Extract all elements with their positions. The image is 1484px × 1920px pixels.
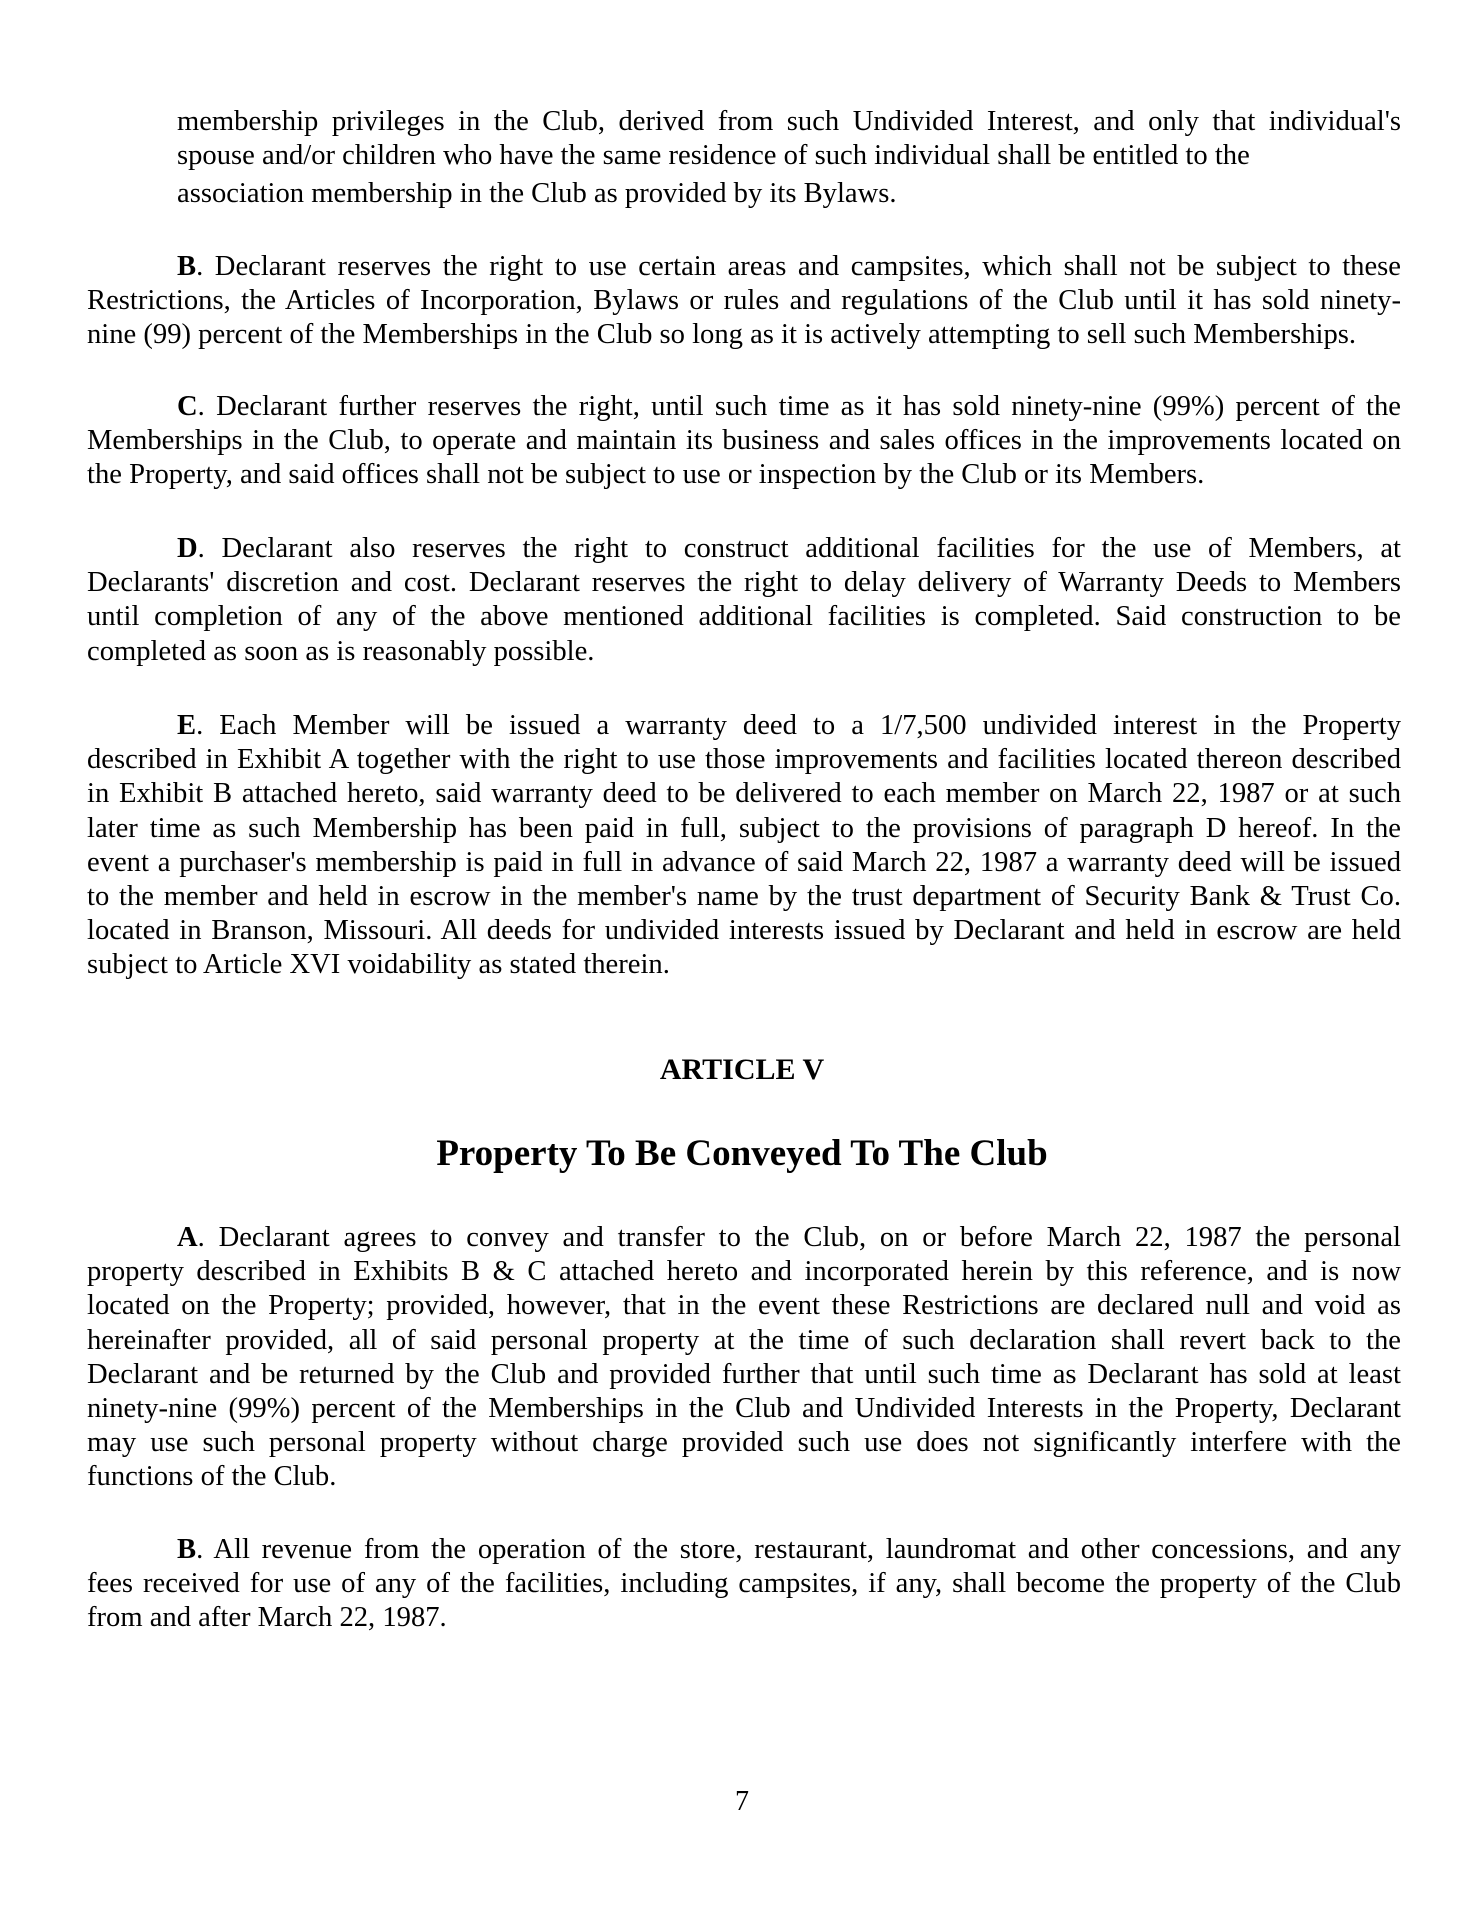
article-v-section-a-line-3: located on the Property; provided, however, that in the event these Restrictions are declared null and void as: [87, 1290, 1401, 1322]
section-d-line-1: [87, 532, 1401, 566]
section-e-line-1: [87, 709, 1401, 743]
section-e-line-2: described in Exhibit A together with the right to use those improvements and facilities located thereon described: [87, 744, 1401, 776]
article-v-section-b-line-2: fees received for use of any of the facilities, including campsites, if any, shall become the property of the Club: [87, 1568, 1401, 1600]
section-c-line-3: the Property, and said offices shall not be subject to use or inspection by the Club or its Members.: [87, 459, 1205, 491]
article-v-section-b-line-3: from and after March 22, 1987.: [87, 1602, 447, 1634]
section-e-line-7: located in Branson, Missouri. All deeds for undivided interests issued by Declarant and held in escrow are held: [87, 915, 1401, 947]
page-number: 7: [735, 1786, 749, 1817]
article-v-section-a-line-1-text: . Declarant agrees to convey and transfer to the Club, on or before March 22, 1987 the personal: [197, 1222, 1401, 1253]
section-e-line-4: later time as such Membership has been paid in full, subject to the provisions of paragraph D hereof. In the: [87, 812, 1401, 844]
section-d-line-4: completed as soon as is reasonably possible.: [87, 635, 595, 667]
section-d-line-1-text: . Declarant also reserves the right to construct additional facilities for the use of Members, at: [197, 533, 1401, 564]
section-c-label: C: [177, 391, 198, 422]
section-d-line-2: Declarants' discretion and cost. Declarant reserves the right to delay delivery of Warranty Deeds to Members: [87, 567, 1401, 599]
section-c-line-1-text: . Declarant further reserves the right, until such time as it has sold ninety-nine (99%) percent of the: [197, 391, 1401, 422]
article-v-section-a-line-8: functions of the Club.: [87, 1461, 337, 1493]
article-v-section-b-line-1-text: . All revenue from the operation of the store, restaurant, laundromat and other concessions, and any: [196, 1534, 1401, 1565]
section-c-paragraph: [87, 390, 1401, 493]
article-number-heading: ARTICLE V: [659, 1053, 825, 1086]
section-e-line-3: in Exhibit B attached hereto, said warranty deed to be delivered to each member on March 22, 1987 or at such: [87, 778, 1401, 810]
article-v-section-b-label: B: [177, 1534, 197, 1565]
section-d-label: D: [177, 533, 198, 564]
section-e-line-6: to the member and held in escrow in the member's name by the trust department of Security Bank & Trust Co.: [87, 881, 1401, 913]
section-b-label: B: [177, 251, 197, 282]
section-d-line-3: until completion of any of the above mentioned additional facilities is completed. Said construction to be: [87, 601, 1401, 633]
section-c-line-2: Memberships in the Club, to operate and maintain its business and sales offices in the improvements located on: [87, 425, 1401, 457]
section-b-line-2: Restrictions, the Articles of Incorporation, Bylaws or rules and regulations of the Club until it has sold ninety-: [87, 285, 1401, 317]
article-v-section-a-line-5: Declarant and be returned by the Club and provided further that until such time as Declarant has sold at least: [87, 1358, 1401, 1390]
continuation-line-1: membership privileges in the Club, derived from such Undivided Interest, and only that individual's: [177, 106, 1401, 137]
article-title-heading: Property To Be Conveyed To The Club: [436, 1133, 1048, 1174]
continuation-paragraph: [177, 105, 1401, 212]
section-b-paragraph: [87, 250, 1401, 353]
continuation-line-3: association membership in the Club as provided by its Bylaws.: [177, 178, 897, 210]
section-e-paragraph: [87, 709, 1401, 983]
article-v-section-b-paragraph: [87, 1533, 1401, 1636]
section-c-line-1: [87, 390, 1401, 424]
article-v-section-a-line-2: property described in Exhibits B & C attached hereto and incorporated herein by this reference, and is now: [87, 1256, 1401, 1288]
section-b-line-1-text: . Declarant reserves the right to use certain areas and campsites, which shall not be subject to these: [196, 251, 1401, 282]
section-d-paragraph: [87, 532, 1401, 669]
article-v-section-b-line-1: [87, 1533, 1401, 1567]
article-v-section-a-line-6: ninety-nine (99%) percent of the Memberships in the Club and Undivided Interests in the Property, Declarant: [87, 1393, 1401, 1425]
article-v-section-a-label: A: [177, 1222, 198, 1253]
article-v-section-a-line-1: [87, 1221, 1401, 1255]
section-b-line-1: [87, 250, 1401, 284]
section-e-line-1-text: . Each Member will be issued a warranty deed to a 1/7,500 undivided interest in the Property: [196, 710, 1401, 741]
article-v-section-a-paragraph: [87, 1221, 1401, 1495]
article-v-section-a-line-4: hereinafter provided, all of said personal property at the time of such declaration shall revert back to the: [87, 1324, 1401, 1356]
continuation-line-2: spouse and/or children who have the same residence of such individual shall be entitled to the: [177, 140, 1250, 172]
section-b-line-3: nine (99) percent of the Memberships in the Club so long as it is actively attempting to sell such Memberships.: [87, 319, 1357, 351]
section-e-label: E: [177, 710, 197, 741]
article-v-section-a-line-7: may use such personal property without charge provided such use does not significantly interfere with the: [87, 1427, 1401, 1459]
section-e-line-5: event a purchaser's membership is paid in full in advance of said March 22, 1987 a warranty deed will be issued: [87, 846, 1401, 878]
section-e-line-8: subject to Article XVI voidability as stated therein.: [87, 949, 670, 981]
